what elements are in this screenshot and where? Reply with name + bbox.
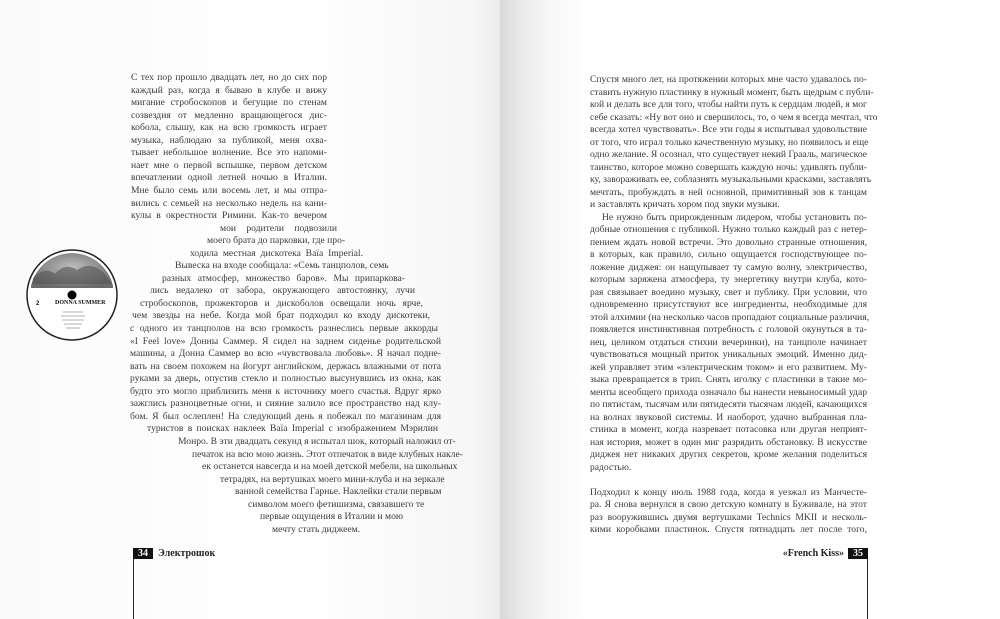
text-line: тетрадях, на вертушках моего мини-клуба и на зеркале (220, 473, 445, 485)
text-line: зыка превращается в трип. Снять иголку с пластинки в такие мо- (590, 374, 867, 385)
page-number: 35 (848, 548, 868, 559)
vinyl-record-image (25, 248, 120, 343)
text-line: радостью. (590, 461, 632, 473)
text-line: бом. Я был ослеплен! На следующий день я побежал по магазинам для (130, 410, 441, 422)
text-line: машины, а Донна Саммер во всю «чувствовала любовь». Я начал подне- (130, 348, 441, 360)
text-line: жей управляет этим «электрическим током» и его развитием. Му- (590, 361, 867, 373)
text-line: и заставлять кричать хором под звуки музыки. (590, 199, 780, 210)
text-line: будто это могло приблизить меня к источнику моего счастья. Вдруг ярко (130, 385, 441, 397)
text-line: разных атмосфер, множество баров». Мы припаркова- (162, 272, 405, 284)
text-line: мечтать, пробуждать в ней основной, примитивный зов к танцам (590, 186, 867, 198)
text-line: диджея нет никаких других секретов, кроме желания поделиться (590, 449, 867, 460)
text-line: ку, завораживать ее, соблазнять музыкальными красками, заставлять (590, 174, 872, 185)
text-line: символом моего фетишизма, связавшего те (248, 498, 425, 510)
text-line: мечту стать диджеем. (272, 523, 361, 535)
text-line: руками за дверь, опустив стекло и полностью высунувшись из окна, как (130, 373, 441, 385)
text-line: тывает небольшое волнение. Все это напоми- (131, 147, 327, 159)
record-spindle-hole (68, 291, 77, 300)
text-line: по пятистам, тысячам или пятидесяти тысячам людей, качающихся (590, 399, 867, 410)
running-head: «French Kiss» (782, 548, 844, 559)
text-line: Не нужно быть прирожденным лидером, чтобы установить по- (602, 211, 867, 223)
text-line: рая связывает воедино музыку, свет и публику. При условии, что (590, 286, 867, 298)
text-line: Спустя много лет, на протяжении которых мне часто удавалось по- (590, 74, 867, 85)
text-line: таинство, которое можно совершать каждую ночь: удивлять публи- (590, 161, 867, 173)
text-line: печаток на всю мою жизнь. Этот отпечаток в виде клубных накле- (192, 448, 463, 460)
text-line: стробоскопов, прожекторов и дискоболов освещали ночь ярче, (140, 297, 423, 309)
right-page (500, 0, 1000, 619)
text-line: вились с семьей на несколько недель на кани- (131, 197, 327, 209)
record-artist: DONNA SUMMER (55, 300, 106, 306)
text-line: зажглись разноцветные огни, и сияние залило все пространство над клу- (130, 398, 441, 410)
text-line: стинка в момент, когда назревает потасовка или другая неприят- (590, 424, 867, 435)
text-line: раз вооружившись двумя вертушками Technics MKII и несколь- (590, 511, 867, 523)
text-line: одно желание. Я осознал, что существует некий Грааль, магическое (590, 149, 867, 160)
text-line: этой алхимии (на несколько часов пропадают социальные различия, (590, 311, 870, 323)
text-line: лись недалеко от забора, окружающего автостоянку, лучи (150, 285, 415, 297)
text-line: ванной семейства Гарнье. Наклейки стали первым (235, 486, 442, 498)
text-line: ходила местная дискотека Baïa Imperial. (190, 247, 363, 259)
text-line: ставить нужную пластинку в нужный момент, быть щедрым с публи- (590, 86, 874, 98)
text-line: чем звезды на небе. Когда мой брат подходил ко входу дискотеки, (132, 310, 430, 322)
page-number: 34 (133, 548, 153, 559)
text-line: ек останется навсегда и на моей детской мебели, на школьных (202, 461, 458, 473)
text-line: пением ждать новой встречи. Это довольно странные отношения, (590, 236, 867, 248)
text-line: ная история, может в один миг разрядить обстановку. В искусстве (590, 436, 867, 448)
running-head: Электрошок (158, 548, 216, 559)
text-line: каждый раз, когда я бываю в клубе и вижу (131, 84, 327, 96)
text-line: от того, что играл только качественную музыку, но появилось и еще (590, 136, 869, 148)
text-line: добные отношения с публикой. Нужно только каждый раз с нетер- (590, 224, 867, 235)
text-line: всегда хотел чувствовать». Все эти годы я испытывал удовольствие (590, 124, 867, 135)
text-line: созвездия от медленно вращающегося дис- (131, 109, 327, 121)
text-line: чувствоваться мощный приток уникальных эмоций. Именно дид- (590, 349, 867, 360)
text-line: туристов в поисках наклеек Baïa Imperial с изображением Мэрилин (147, 423, 438, 435)
text-line: «I Feel love» Донны Саммер. Я сидел на заднем сиденье родительской (130, 335, 441, 347)
text-line: которым заряжена атмосфера, ту энергетику внутри клуба, кото- (590, 274, 867, 285)
text-line: вать на своем похожем на йогурт английском, держась влажными от пота (130, 360, 441, 372)
text-line: себе сказать: «Ну вот оно и свершилось, то, о чем я всегда мечтал, что (590, 111, 878, 123)
text-line: кулы в окрестности Римини. Как-то вечером (131, 210, 327, 222)
text-line: менты всеобщего прихода означало бы нанести невыносимый удар (590, 386, 867, 398)
record-side: 2 (36, 301, 40, 307)
text-line: в которых, как правило, сильно ощущается господствующее по- (590, 249, 867, 260)
text-line: ра. Я снова вернулся в свою детскую комнату в Буживале, на этот (590, 499, 867, 511)
text-line: одновременно присутствуют все ингредиенты, необходимые для (590, 299, 867, 310)
text-line: музыка, наблюдаю за публикой, меня охва- (131, 134, 327, 146)
text-line: с одного из танцполов на всю громкость разнеслись первые аккорды (130, 323, 438, 334)
text-line: впечатлении одной летней ночью в Италии. (131, 172, 327, 184)
text-line: мигание стробоскопов и бегущие по стенам (131, 97, 327, 109)
text-line: моего брата до парковки, где про- (207, 235, 346, 247)
text-line: первые ощущения в Италии и мою (260, 511, 404, 523)
text-line: появляется инстинктивная потребность с головой окунуться в та- (590, 324, 867, 335)
text-line: кобола, слышу, как на всю громкость играет (131, 122, 327, 134)
text-line: С тех пор прошло двадцать лет, но до сих пор (131, 72, 327, 83)
text-line: Подходил к концу июль 1988 года, когда я уезжал из Манчесте- (590, 487, 867, 498)
text-line: на волнах звуковой системы. И наоборот, удачно выбранная пла- (590, 411, 867, 423)
text-line: нец, целиком отдаться стихии вечеринки), на танцполе начинает (590, 336, 867, 348)
text-line: нает мне о первой вспышке, первом детском (131, 159, 327, 171)
text-line: мои родители подвозили (220, 222, 337, 234)
text-line: Мне было семь или восемь лет, и мы отпра- (131, 184, 327, 196)
text-line: кими коробками пластинок. Спустя пятнадцать лет после того, (590, 523, 867, 535)
text-line: кой и делать все для того, чтобы найти путь к сердцам людей, я мог (590, 99, 867, 110)
text-line: Вывеска на входе сообщала: «Семь танцполов, семь (175, 260, 389, 272)
text-line: ложение диджея: он нащупывает ту самую волну, электричество, (590, 261, 867, 273)
text-line: Монро. В эти двадцать секунд я испытал шок, который наложил от- (178, 435, 456, 447)
